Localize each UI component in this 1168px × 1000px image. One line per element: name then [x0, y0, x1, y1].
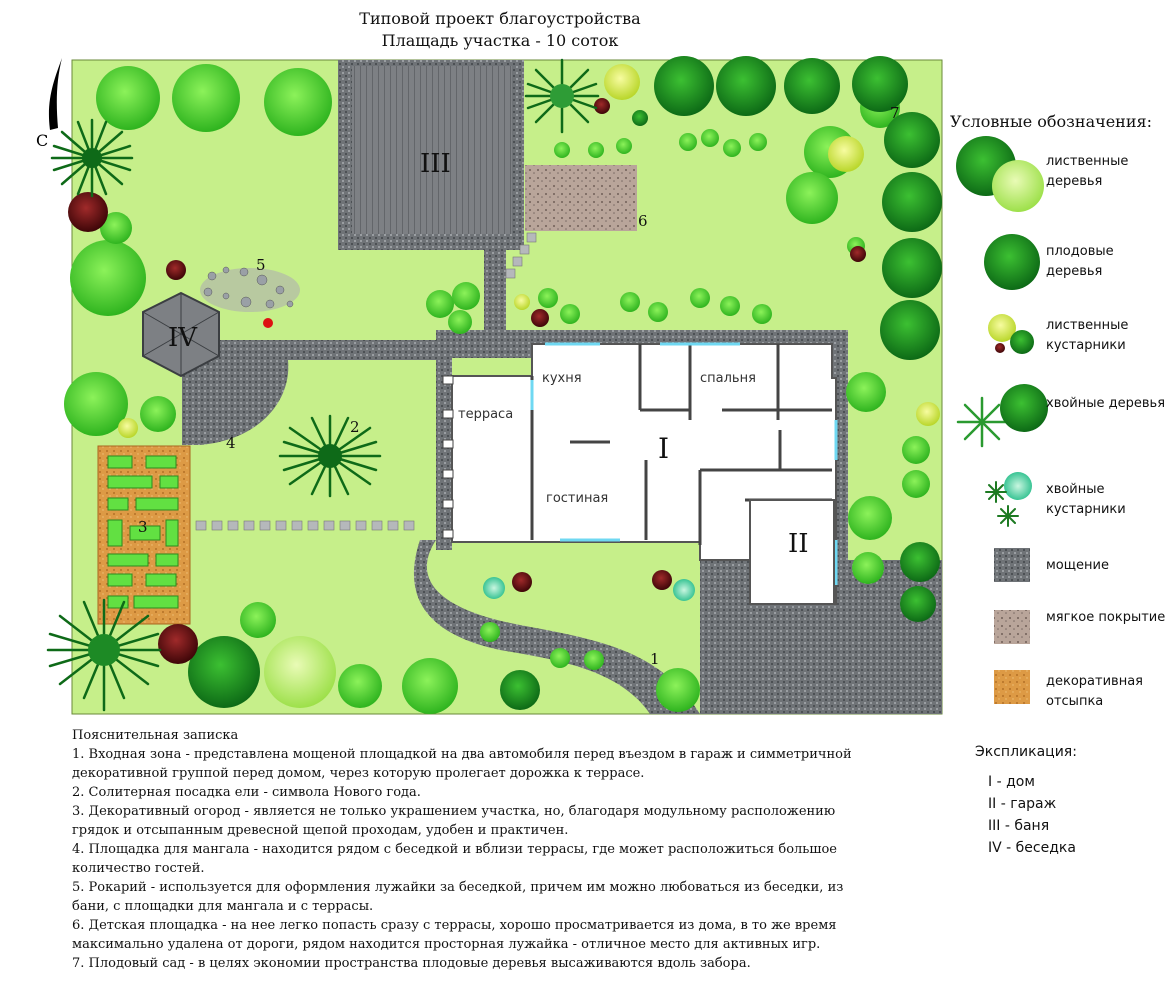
note-item: 7. Плодовый сад - в целях экономии пространства плодовые деревья высаживаются вдоль забора. — [72, 956, 751, 971]
legend-deciduous-shrubs: лиственные кустарники — [1046, 318, 1129, 353]
pale-tree — [264, 636, 336, 708]
note-item: 5. Рокарий - используется для оформления лужайки за беседкой, причем им можно любоваться из беседки, из бани, с площадки для мангала и с террасы. — [72, 880, 844, 914]
label-bathhouse: III — [420, 149, 451, 179]
marker-7: 7 — [890, 104, 900, 122]
label-bedroom: спальня — [700, 371, 756, 386]
marker-3: 3 — [138, 518, 148, 536]
label-garage: II — [788, 529, 809, 559]
label-house: I — [658, 432, 670, 465]
marker-2: 2 — [350, 418, 360, 436]
compass-icon — [49, 58, 62, 130]
legend-paving: мощение — [1046, 558, 1109, 573]
label-gazebo: IV — [168, 323, 198, 353]
playground — [525, 165, 637, 231]
label-living: гостиная — [546, 491, 609, 506]
note-title: Пояснительная записка — [72, 728, 239, 743]
plan-title-line2: Плащадь участка - 10 соток — [381, 31, 619, 50]
explication-item: II - гараж — [988, 796, 1057, 812]
entrance-paving-right — [848, 620, 942, 714]
label-terrace: терраса — [458, 407, 514, 422]
note-item: 6. Детская площадка - на нее легко попасть сразу с террасы, хорошо просматривается из дома, в то же время максимально удалена от дороги, рядом находится просторная лужайка - отличное место для активных игр. — [72, 918, 837, 952]
explication-item: I - дом — [988, 774, 1035, 790]
note-item: 1. Входная зона - представлена мощеной площадкой на два автомобиля перед въездом в гараж и симметричной декоративной группой перед домом, через которую пролегает дорожка к террасе. — [72, 747, 852, 781]
legend-symbols — [956, 136, 1048, 704]
marker-6: 6 — [638, 212, 648, 230]
explication-item: III - баня — [988, 818, 1050, 834]
legend-decorative-fill: декоративная отсыпка — [1046, 674, 1143, 709]
explication-title: Экспликация: — [975, 744, 1077, 760]
note-item: 2. Солитерная посадка ели - символа Нового года. — [72, 785, 421, 800]
legend-conifer-trees: хвойные деревья — [1046, 396, 1166, 411]
note-item: 3. Декоративный огород - является не только украшением участка, но, благодаря модульному расположению грядок и отсыпанным древесной щепой проходам, удобен и практичен. — [72, 804, 836, 838]
legend-soft-surface: мягкое покрытие — [1046, 610, 1166, 625]
marker-5: 5 — [256, 256, 266, 274]
legend-conifer-shrubs: хвойные кустарники — [1046, 482, 1126, 517]
note-item: 4. Площадка для мангала - находится рядом с беседкой и вблизи террасы, где может расположиться большое количество гостей. — [72, 842, 837, 876]
legend-title: Условные обозначения: — [950, 112, 1152, 131]
compass-label: С — [36, 131, 49, 150]
plan-title-line1: Типовой проект благоустройства — [359, 9, 641, 28]
explanatory-note — [72, 726, 862, 973]
legend-deciduous-trees: лиственные деревья — [1046, 154, 1129, 189]
legend-fruit-trees: плодовые деревья — [1046, 244, 1114, 279]
explication-item: IV - беседка — [988, 840, 1076, 856]
marker-4: 4 — [226, 434, 236, 452]
marker-1: 1 — [650, 650, 660, 668]
label-kitchen: кухня — [542, 371, 582, 386]
